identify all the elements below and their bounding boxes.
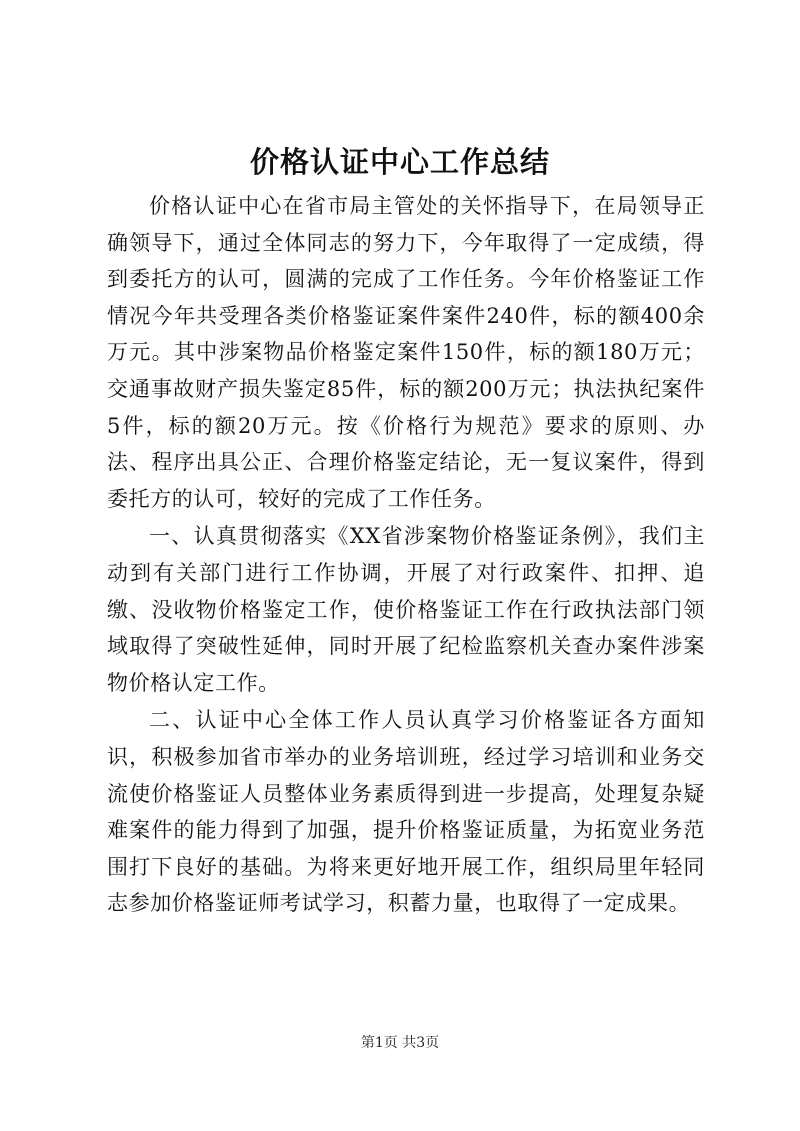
paragraph-section-one: 一、认真贯彻落实《XX省涉案物价格鉴证条例》，我们主动到有关部门进行工作协调，开展了对行政案件、扣押、追缴、没收物价格鉴定工作，使价格鉴证工作在行政执法部门领域取得了突破性延伸，同时开展了纪检监察机关查办案件涉案物价格认定工作。 (107, 524, 705, 695)
document-body (107, 188, 705, 923)
paragraph-section-two: 二、认证中心全体工作人员认真学习价格鉴证各方面知识，积极参加省市举办的业务培训班，经过学习培训和业务交流使价格鉴证人员整体业务素质得到进一步提高，处理复杂疑难案件的能力得到了加强，提升价格鉴证质量，为拓宽业务范围打下良好的基础。为将来更好地开展工作，组织局里年轻同志参加价格鉴证师考试学习，积蓄力量，也取得了一定成果。 (107, 708, 705, 916)
page-number-footer: 第1页 共3页 (360, 1035, 440, 1051)
paragraph-intro: 价格认证中心在省市局主管处的关怀指导下，在局领导正确领导下，通过全体同志的努力下，今年取得了一定成绩，得到委托方的认可，圆满的完成了工作任务。今年价格鉴证工作情况今年共受理各类价格鉴证案件案件240件，标的额400余万元。其中涉案物品价格鉴定案件150件，标的额180万元；交通事故财产损失鉴定85件，标的额200万元；执法执纪案件5件，标的额20万元。按《价格行为规范》要求的原则、办法、程序出具公正、合理价格鉴定结论，无一复议案件，得到委托方的认可，较好的完成了工作任务。 (107, 194, 705, 511)
document-title: 价格认证中心工作总结 (249, 145, 550, 179)
